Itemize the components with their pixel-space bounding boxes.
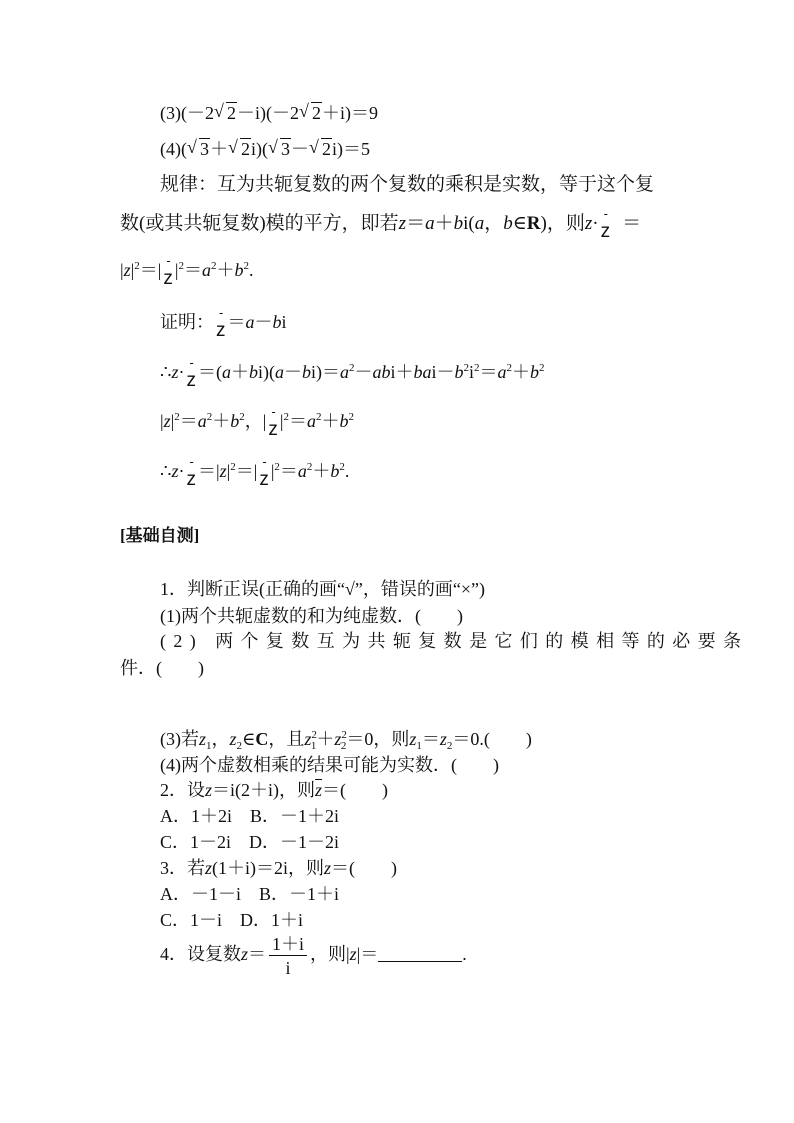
fraction: $\frac{1+i}{i}$ <box>269 935 307 977</box>
question-1-2-cont: 件．( ) <box>120 658 204 678</box>
proof-line-1: 证明： - z ＝a－bi <box>160 312 287 335</box>
example-number: (3) <box>160 103 181 123</box>
question-2: 2．设z＝i(2＋i)，则$\overline{z}=$( ) <box>160 780 389 800</box>
z-conjugate: - z <box>216 320 226 343</box>
z-conjugate: - z <box>601 221 611 244</box>
question-1-2: (2) 两个复数互为共轭复数是它们的模相等的必要条 <box>160 631 749 651</box>
section-title: [基础自测] <box>120 526 200 545</box>
z-conjugate: - z <box>186 370 196 393</box>
question-1-4: (4)两个虚数相乘的结果可能为实数．( ) <box>160 755 499 775</box>
sqrt-symbol: √ 3 <box>268 139 291 161</box>
question-1: 1．判断正误(正确的画“√”，错误的画“×”) <box>160 579 485 599</box>
z-conjugate: - z <box>268 419 278 442</box>
answer-blank[interactable] <box>378 945 462 962</box>
z-conjugate: $\overline{z}$ <box>315 780 323 800</box>
sqrt-symbol: √ 2 <box>228 139 251 161</box>
example-number: (4) <box>160 139 181 159</box>
question-1-1: (1)两个共轭虚数的和为纯虚数．( ) <box>160 606 463 626</box>
z-conjugate: - z <box>163 268 173 291</box>
question-3-options-ab: A．－1－i B．－1＋i <box>160 884 340 904</box>
example-3: (3)(－2 √ 2－i)(－2 √ 2＋i)＝9 <box>160 103 378 125</box>
example-4: (4)( √ 3＋ √ 2i)( √ 3－ √ 2i)＝5 <box>160 139 370 161</box>
proof-line-2: ∴z· - $z =(a+bi)(a-bi)=a^2-abi+bai-b^2i^2=a^2+b^2$ <box>160 362 545 385</box>
sqrt-symbol: √ 2 <box>309 139 332 161</box>
sqrt-symbol: √ 2 <box>299 103 322 125</box>
question-1-3: (3)若$z_1$，$z_2\in C$，且$z^2_1+z^2_2=0$，则$z_1=z_2=0$.( ) <box>160 729 532 752</box>
proof-line-4: ∴z· - $z =|z|^2=| - z$ $|^2=a^2+b^2$. <box>160 461 349 484</box>
sqrt-symbol: √ 3 <box>187 139 210 161</box>
z-conjugate: - z <box>259 469 269 492</box>
rule-line-1: 规律：互为共轭复数的两个复数的乘积是实数，等于这个复 <box>160 174 655 195</box>
sqrt-symbol: √ 2 <box>214 103 237 125</box>
question-4: 4．设复数z＝ $\frac{1+i}{i}$ ，则|z|＝ . <box>160 934 467 978</box>
question-2-options-cd: C．1－2i D．－1－2i <box>160 832 340 852</box>
question-3-options-cd: C．1－i D．1＋i <box>160 910 304 930</box>
rule-line-2: 数(或其共轭复数)模的平方，即若z＝a＋bi(a，b∈R)，则z· - z ＝ <box>120 213 641 236</box>
question-3: 3．若z(1＋i)＝2i，则z＝( ) <box>160 858 398 878</box>
question-2-options-ab: A．1＋2i B．－1＋2i <box>160 806 340 826</box>
rule-line-3: $|z|^2=| - z$ $|^2=a^2+b^2$. <box>120 260 253 283</box>
proof-line-3: $|z|^2=a^2+b^2$，| - z $|^2=a^2+b^2$ <box>160 411 354 434</box>
z-conjugate: - z <box>186 469 196 492</box>
